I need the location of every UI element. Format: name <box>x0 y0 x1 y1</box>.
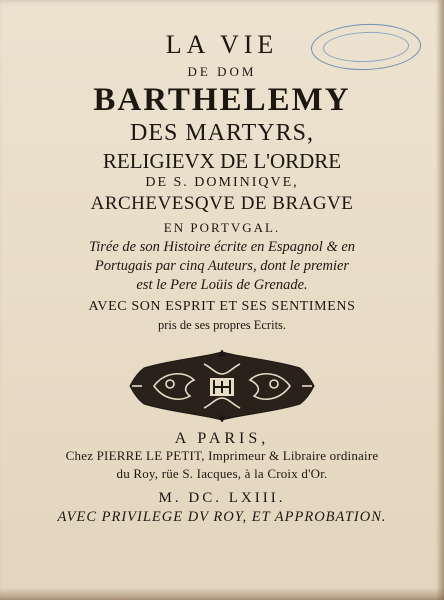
page-edge-shadow-right <box>436 0 444 600</box>
title-line-barthelemy: BARTHELEMY <box>93 82 351 118</box>
subtitle-italic-line-2: Portugais par cinq Auteurs, dont le premier <box>94 258 350 274</box>
title-line-des-martyrs: DES MARTYRS, <box>130 120 314 146</box>
subtitle-italic-line-3: est le Pere Loüis de Grenade. <box>136 277 308 293</box>
title-line-la-vie: LA VIE <box>165 30 279 59</box>
imprint-printer-line-2: du Roy, rüe S. Iacques, à la Croix d'Or. <box>116 466 328 481</box>
title-line-de-dom: DE DOM <box>187 64 257 79</box>
imprint-year: M. DC. LXIII. <box>158 490 286 506</box>
esprit-line: AVEC SON ESPRIT ET SES SENTIMENS <box>88 299 356 314</box>
page-edge-shadow-bottom <box>0 588 444 600</box>
title-line-religieux: RELIGIEVX DE L'ORDRE <box>102 149 342 173</box>
title-line-portugal: EN PORTVGAL. <box>163 220 281 235</box>
imprint-privilege: AVEC PRIVILEGE DV ROY, ET APPROBATION. <box>57 509 387 525</box>
subtitle-italic-line-1: Tirée de son Histoire écrite en Espagnol & en <box>88 239 356 255</box>
title-line-archevesque: ARCHEVESQVE DE BRAGVE <box>90 193 354 214</box>
imprint-printer-line-1: Chez PIERRE LE PETIT, Imprimeur & Libraire ordinaire <box>65 448 379 463</box>
ecrits-line: pris de ses propres Ecrits. <box>157 318 287 332</box>
title-line-dominique: DE S. DOMINIQVE, <box>145 175 299 190</box>
woodcut-fleuron-icon <box>124 350 320 422</box>
imprint-city: A PARIS, <box>174 430 270 447</box>
